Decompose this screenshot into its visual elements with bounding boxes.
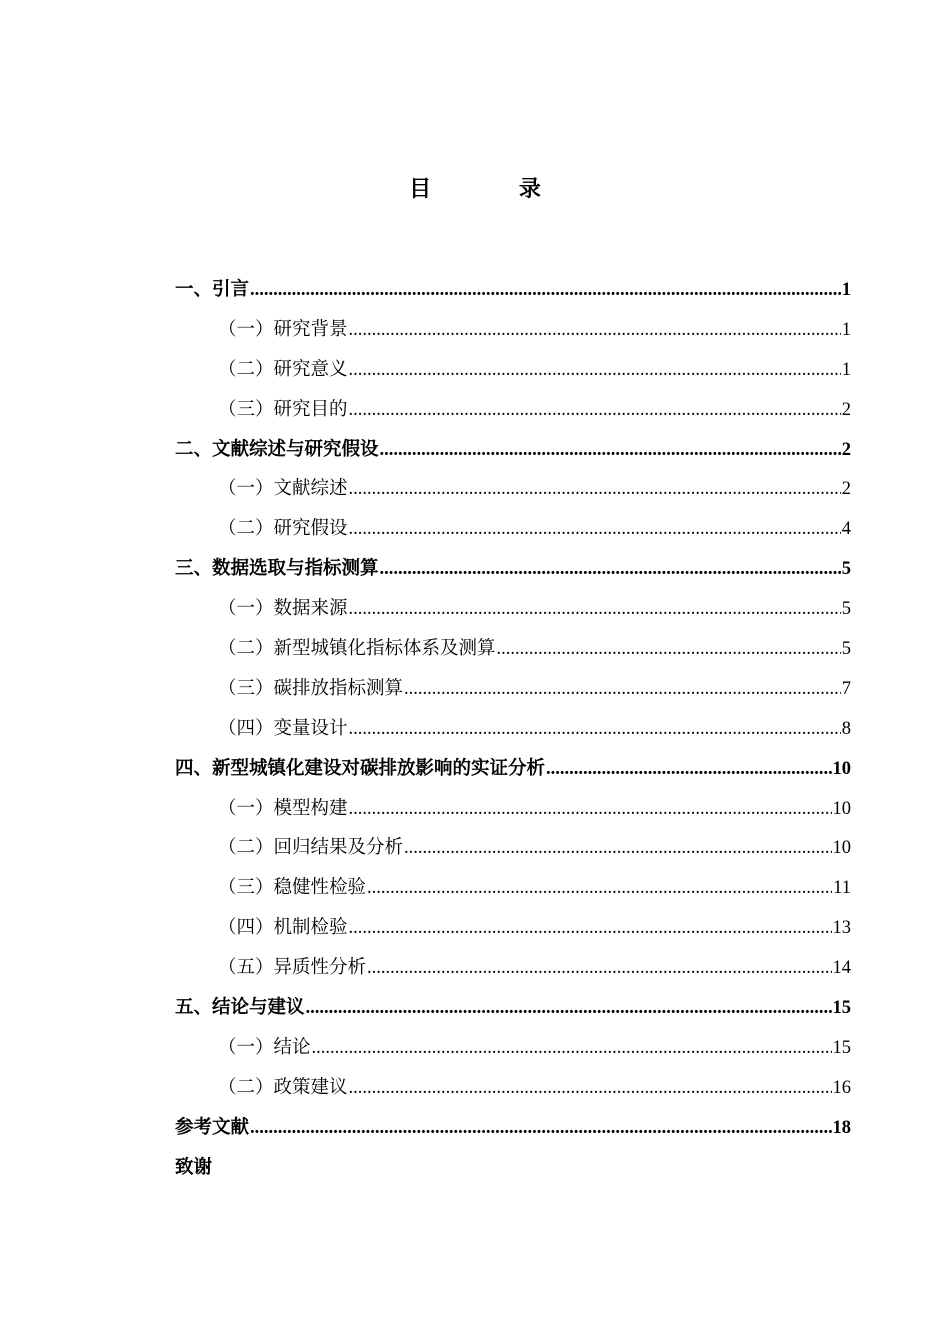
toc-entry[interactable] (175, 789, 851, 829)
page-title: 目 录 (409, 177, 581, 202)
toc-entry[interactable] (175, 629, 851, 669)
toc-entry-label: （二）研究假设 (218, 518, 348, 540)
toc-entry[interactable] (175, 1148, 851, 1188)
toc-page-number: 2 (841, 479, 851, 500)
toc-leader-dots (349, 469, 841, 509)
toc-page-number: 5 (841, 599, 851, 620)
toc-page-number: 1 (841, 319, 851, 340)
toc-entry-label: （二）政策建议 (218, 1076, 348, 1098)
toc-page-number: 10 (832, 838, 851, 859)
toc-leader-dots (546, 749, 831, 789)
toc-page-number: 7 (841, 678, 851, 699)
toc-entry-label: （三）研究目的 (218, 398, 348, 420)
toc-leader-dots (349, 789, 832, 829)
toc-leader-dots (380, 549, 841, 589)
toc-entry-label: （四）机制检验 (218, 917, 348, 939)
toc-entry[interactable] (175, 270, 851, 310)
toc-entry[interactable] (175, 709, 851, 749)
toc-leader-dots (367, 948, 831, 988)
toc-entry-label: （二）研究意义 (218, 358, 348, 380)
toc-entry-label: 四、新型城镇化建设对碳排放影响的实证分析 (175, 757, 546, 779)
toc-leader-dots (349, 310, 841, 350)
toc-entry-label: （一）模型构建 (218, 797, 348, 819)
toc-entry[interactable] (175, 749, 851, 789)
toc-page-number: 5 (841, 639, 851, 660)
toc-page-number: 18 (832, 1117, 851, 1138)
toc-page-number: 8 (841, 718, 851, 739)
toc-leader-dots (404, 669, 841, 709)
toc-leader-dots (306, 988, 832, 1028)
table-of-contents (175, 270, 851, 1187)
toc-leader-dots (497, 629, 841, 669)
toc-entry-label: （一）数据来源 (218, 598, 348, 620)
toc-page-number: 1 (841, 280, 851, 300)
toc-entry-label: （二）回归结果及分析 (218, 837, 404, 859)
toc-leader-dots (349, 908, 832, 948)
toc-entry-label: （三）稳健性检验 (218, 877, 367, 899)
toc-leader-dots (404, 828, 831, 868)
toc-page-number: 10 (832, 798, 851, 819)
toc-entry[interactable] (175, 509, 851, 549)
toc-entry-label: 五、结论与建议 (175, 997, 305, 1019)
toc-leader-dots (349, 509, 841, 549)
toc-entry[interactable] (175, 828, 851, 868)
toc-entry-label: 三、数据选取与指标测算 (175, 558, 379, 580)
toc-entry-label: （四）变量设计 (218, 717, 348, 739)
toc-page-number: 2 (841, 399, 851, 420)
toc-entry[interactable] (175, 868, 851, 908)
toc-leader-dots (250, 270, 841, 310)
toc-leader-dots (349, 350, 841, 390)
toc-entry[interactable] (175, 549, 851, 589)
toc-entry-label: 二、文献综述与研究假设 (175, 438, 379, 460)
toc-page-number: 10 (832, 758, 851, 779)
toc-entry[interactable] (175, 430, 851, 470)
toc-leader-dots (250, 1108, 831, 1148)
toc-page-number: 15 (832, 998, 851, 1019)
toc-entry[interactable] (175, 350, 851, 390)
toc-page-number: 13 (832, 918, 851, 939)
toc-page-number: 4 (841, 519, 851, 540)
toc-entry-label: （五）异质性分析 (218, 957, 367, 979)
toc-entry[interactable] (175, 908, 851, 948)
toc-entry-label: （二）新型城镇化指标体系及测算 (218, 638, 496, 660)
toc-entry-label: 致谢 (175, 1156, 213, 1178)
toc-page-number: 11 (833, 878, 851, 899)
toc-leader-dots (367, 868, 832, 908)
toc-entry-label: （一）研究背景 (218, 318, 348, 340)
toc-leader-dots (349, 589, 841, 629)
toc-page-number: 1 (841, 359, 851, 380)
toc-entry[interactable] (175, 469, 851, 509)
toc-page-number: 14 (832, 958, 851, 979)
toc-page-number: 15 (832, 1037, 851, 1058)
toc-leader-dots (312, 1028, 832, 1068)
toc-leader-dots (349, 390, 841, 430)
toc-entry[interactable] (175, 310, 851, 350)
toc-leader-dots (349, 1068, 832, 1108)
toc-entry[interactable] (175, 1108, 851, 1148)
toc-entry[interactable] (175, 589, 851, 629)
toc-entry-label: （一）文献综述 (218, 478, 348, 500)
toc-entry-label: （三）碳排放指标测算 (218, 677, 404, 699)
toc-entry[interactable] (175, 948, 851, 988)
toc-page-number: 16 (832, 1077, 851, 1098)
toc-page-number: 5 (841, 559, 851, 580)
toc-entry[interactable] (175, 1028, 851, 1068)
toc-entry[interactable] (175, 669, 851, 709)
toc-page-number: 2 (841, 439, 851, 460)
toc-entry[interactable] (175, 1068, 851, 1108)
toc-entry-label: （一）结论 (218, 1036, 311, 1058)
toc-entry[interactable] (175, 988, 851, 1028)
toc-leader-dots (349, 709, 841, 749)
toc-entry-label: 一、引言 (175, 279, 250, 300)
toc-entry-label: 参考文献 (175, 1116, 250, 1138)
toc-leader-dots (380, 430, 841, 470)
toc-entry[interactable] (175, 390, 851, 430)
